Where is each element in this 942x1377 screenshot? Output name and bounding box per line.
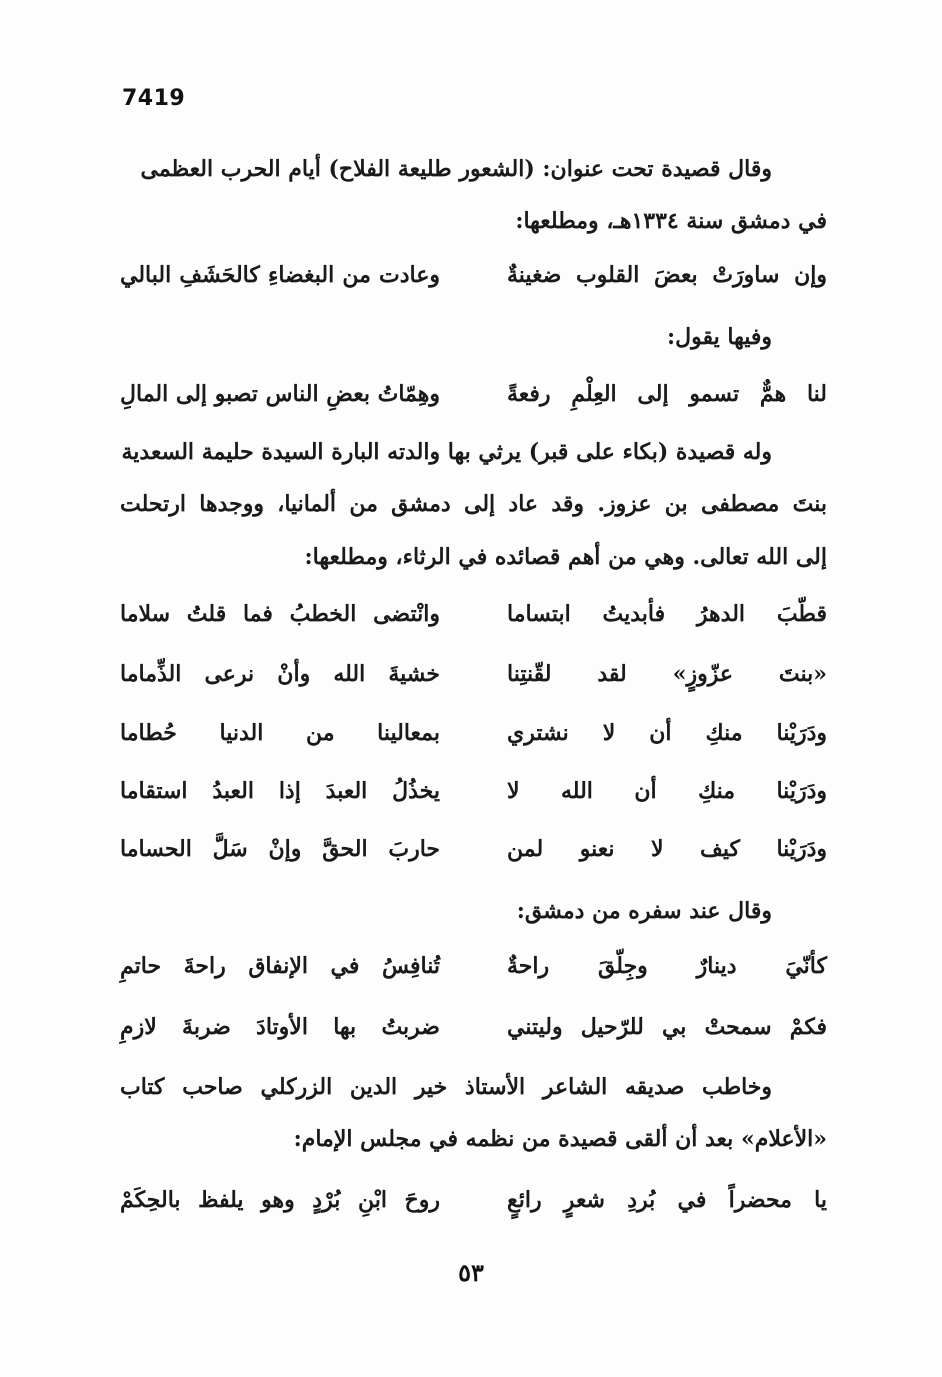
prose-line-3: وفيها يقول:: [666, 324, 772, 350]
verse-3: [120, 594, 827, 634]
prose-line-7: وقال عند سفره من دمشق:: [516, 898, 772, 924]
verse-7: [120, 829, 827, 869]
verse-4-second-hemistich: خشيةَ الله وأنْ نرعى الذِّماما: [120, 661, 440, 687]
verse-5-first-hemistich: ودَرَيْنا منكِ أن لا نشتري: [507, 720, 827, 746]
verse-4-first-hemistich: «بنتَ عزّوزٍ» لقد لقّنتِنا: [507, 661, 827, 687]
verse-8-first-hemistich: كأنّيَ دينارٌ وجِلّقَ راحةٌ: [507, 953, 827, 979]
verse-2: [120, 374, 827, 414]
verse-10-second-hemistich: روحَ ابْنِ بُرْدٍ وهو يلفظ بالحِكَمْ: [120, 1187, 440, 1213]
reference-number: 7419: [122, 86, 186, 111]
verse-6-second-hemistich: يخذُلُ العبدَ إذا العبدُ استقاما: [120, 778, 440, 804]
verse-9: [120, 1007, 827, 1047]
verse-3-second-hemistich: وانْتضى الخطبُ فما قلتُ سلاما: [120, 601, 440, 627]
verse-9-second-hemistich: ضربتُ بها الأوتادَ ضربةَ لازمِ: [120, 1014, 440, 1040]
prose-line-5: بنتَ مصطفى بن عزوز. وقد عاد إلى دمشق من ألمانيا، ووجدها ارتحلت: [120, 491, 827, 517]
verse-7-second-hemistich: حاربَ الحقَّ وإنْ سَلَّ الحساما: [120, 836, 440, 862]
page-number: ٥٣: [458, 1258, 484, 1287]
verse-9-first-hemistich: فكمْ سمحتْ بي للرّحيل وليتني: [507, 1014, 827, 1040]
verse-1: [120, 255, 827, 295]
verse-8-second-hemistich: تُنافِسُ في الإنفاق راحةَ حاتمِ: [120, 953, 440, 979]
verse-8: [120, 946, 827, 986]
verse-5: [120, 713, 827, 753]
verse-2-second-hemistich: وهِمّاتُ بعضِ الناس تصبو إلى المالِ: [120, 381, 440, 407]
prose-line-1: وقال قصيدة تحت عنوان: (الشعور طليعة الفلاح) أيام الحرب العظمى: [140, 156, 772, 182]
verse-3-first-hemistich: قطّبَ الدهرُ فأبديتُ ابتساما: [507, 601, 827, 627]
prose-line-4: وله قصيدة (بكاء على قبر) يرثي بها والدته البارة السيدة حليمة السعدية: [121, 439, 772, 465]
verse-10: [120, 1180, 827, 1220]
verse-10-first-hemistich: يا محضراً في بُردِ شعرٍ رائعٍ: [507, 1187, 827, 1213]
prose-line-9: «الأعلام» بعد أن ألقى قصيدة من نظمه في مجلس الإمام:: [293, 1126, 827, 1152]
verse-6-first-hemistich: ودَرَيْنا منكِ أن الله لا: [507, 778, 827, 804]
verse-1-first-hemistich: وإن ساورَتْ بعضَ القلوب ضغينةٌ: [507, 262, 827, 288]
verse-6: [120, 771, 827, 811]
verse-5-second-hemistich: بمعالينا من الدنيا حُطاما: [120, 720, 440, 746]
verse-7-first-hemistich: ودَرَيْنا كيف لا نعنو لمن: [507, 836, 827, 862]
prose-line-2: في دمشق سنة ١٣٣٤هـ، ومطلعها:: [515, 208, 827, 234]
verse-2-first-hemistich: لنا همٌّ تسمو إلى العِلْمِ رفعةً: [507, 381, 827, 407]
prose-line-6: إلى الله تعالى. وهي من أهم قصائده في الرثاء، ومطلعها:: [304, 544, 827, 570]
prose-line-8: وخاطب صديقه الشاعر الأستاذ خير الدين الزركلي صاحب كتاب: [120, 1074, 772, 1100]
verse-4: [120, 654, 827, 694]
verse-1-second-hemistich: وعادت من البغضاءِ كالحَشَفِ البالي: [120, 262, 440, 288]
